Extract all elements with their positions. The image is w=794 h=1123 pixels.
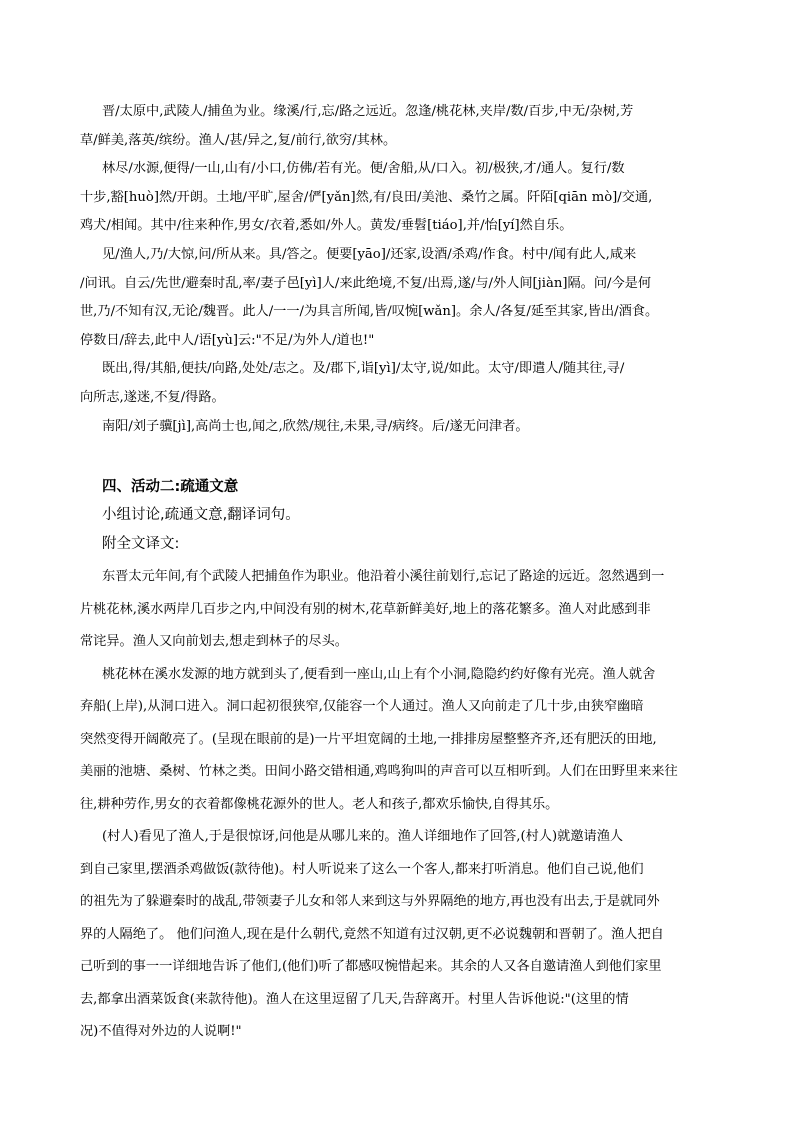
text-line: 鸡犬/相闻。其中/往来种作,男女/衣着,悉如/外人。黄发/垂髫[tiáo],并/怡[yí]然自乐。	[80, 218, 573, 234]
text-line: 突然变得开阔敞亮了。(呈现在眼前的是)一片平坦宽阔的土地,一排排房屋整整齐齐,还有肥沃的田地,	[80, 731, 657, 747]
text-line: 去,都拿出酒菜饭食(来款待他)。渔人在这里逗留了几天,告辞离开。村里人告诉他说:"(这里的情	[80, 991, 629, 1007]
text-line: 往,耕种劳作,男女的衣着都像桃花源外的世人。老人和孩子,都欢乐愉快,自得其乐。	[80, 796, 559, 812]
text-line: 十步,豁[huò]然/开朗。土地/平旷,屋舍/俨[yǎn]然,有/良田/美池、桑竹之属。阡陌[qiān mò]/交通,	[80, 189, 653, 205]
translation-paragraph-1	[80, 561, 720, 659]
original-paragraph-2	[80, 155, 720, 241]
text-line: 片桃花林,溪水两岸几百步之内,中间没有别的树木,花草新鲜美好,地上的落花繁多。渔人对此感到非	[80, 601, 651, 617]
text-line: 南阳/刘子骥[jì],高尚士也,闻之,欣然/规往,未果,寻/病终。后/遂无问津者。	[102, 418, 529, 434]
text-line: 东晋太元年间,有个武陵人把捕鱼作为职业。他沿着小溪往前划行,忘记了路途的远近。忽然遇到一	[102, 569, 665, 584]
text-line: 世,乃/不知有汉,无论/魏晋。此人/一一/为具言所闻,皆/叹惋[wǎn]。余人/各复/延至其家,皆出/酒食。	[80, 304, 659, 320]
text-line: 停数日/辞去,此中人/语[yù]云:"不足/为外人/道也!"	[80, 332, 375, 348]
text-line: 的祖先为了躲避秦时的战乱,带领妻子儿女和邻人来到这与外界隔绝的地方,再也没有出去,于是就同外	[80, 894, 660, 909]
translation-paragraph-3	[80, 821, 720, 1049]
original-paragraph-5	[80, 413, 720, 442]
text-line: 己听到的事一一详细地告诉了他们,(他们)听了都感叹惋惜起来。其余的人又各自邀请渔人到他们家里	[80, 959, 662, 974]
text-line: 弃船(上岸),从洞口进入。洞口起初很狭窄,仅能容一个人通过。渔人又向前走了几十步,由狭窄幽暗	[80, 699, 644, 714]
activity-heading: 四、活动二:疏通文意	[102, 479, 239, 495]
activity-section	[80, 473, 720, 559]
text-line: 向所志,遂迷,不复/得路。	[80, 389, 225, 405]
text-line: 既出,得/其船,便扶/向路,处处/志之。及/郡下,诣[yì]/太守,说/如此。太守/即遣人/随其往,寻/	[102, 361, 625, 377]
text-line: 常诧异。渔人又向前划去,想走到林子的尽头。	[80, 634, 348, 649]
text-line: 界的人隔绝了。 他们问渔人,现在是什么朝代,竟然不知道有过汉朝,更不必说魏朝和晋朝了。渔人把自	[80, 926, 664, 942]
original-paragraph-4	[80, 355, 720, 412]
translation-label: 附全文译文:	[102, 536, 180, 552]
text-line: 桃花林在溪水发源的地方就到头了,便看到一座山,山上有个小洞,隐隐约约好像有光亮。渔人就舍	[102, 666, 656, 682]
text-line: (村人)看见了渔人,于是很惊讶,问他是从哪儿来的。渔人详细地作了回答,(村人)就邀请渔人	[102, 829, 624, 844]
activity-instruction: 小组讨论,疏通文意,翻译词句。	[102, 507, 300, 523]
text-line: 晋/太原中,武陵人/捕鱼为业。缘溪/行,忘/路之远近。忽逢/桃花林,夹岸/数/百步,中无/杂树,芳	[102, 104, 634, 119]
original-paragraph-1	[80, 98, 720, 155]
text-line: 林尽/水源,便得/一山,山有/小口,仿佛/若有光。便/舍船,从/口入。初/极狭,才/通人。复行/数	[102, 161, 625, 177]
text-line: 草/鲜美,落英/缤纷。渔人/甚/异之,复/前行,欲穷/其林。	[80, 132, 397, 148]
translation-section	[80, 561, 720, 1049]
text-line: 美丽的池塘、桑树、竹林之类。田间小路交错相通,鸡鸣狗叫的声音可以互相听到。人们在田野里来来往	[80, 764, 678, 779]
translation-paragraph-2	[80, 659, 720, 822]
text-line: 见/渔人,乃/大惊,问/所从来。具/答之。便要[yāo]/还家,设酒/杀鸡/作食。村中/闻有此人,咸来	[102, 246, 637, 262]
text-line: 到自己家里,摆酒杀鸡做饭(款待他)。村人听说来了这么一个客人,都来打听消息。他们自己说,他们	[80, 861, 644, 877]
original-paragraph-3	[80, 241, 720, 355]
text-line: /问讯。自云/先世/避秦时乱,率/妻子邑[yì]人/来此绝境,不复/出焉,遂/与/外人间[jiàn]隔。问/今是何	[80, 275, 652, 291]
original-text-section	[80, 98, 720, 441]
text-line: 况)不值得对外边的人说啊!"	[80, 1024, 242, 1039]
